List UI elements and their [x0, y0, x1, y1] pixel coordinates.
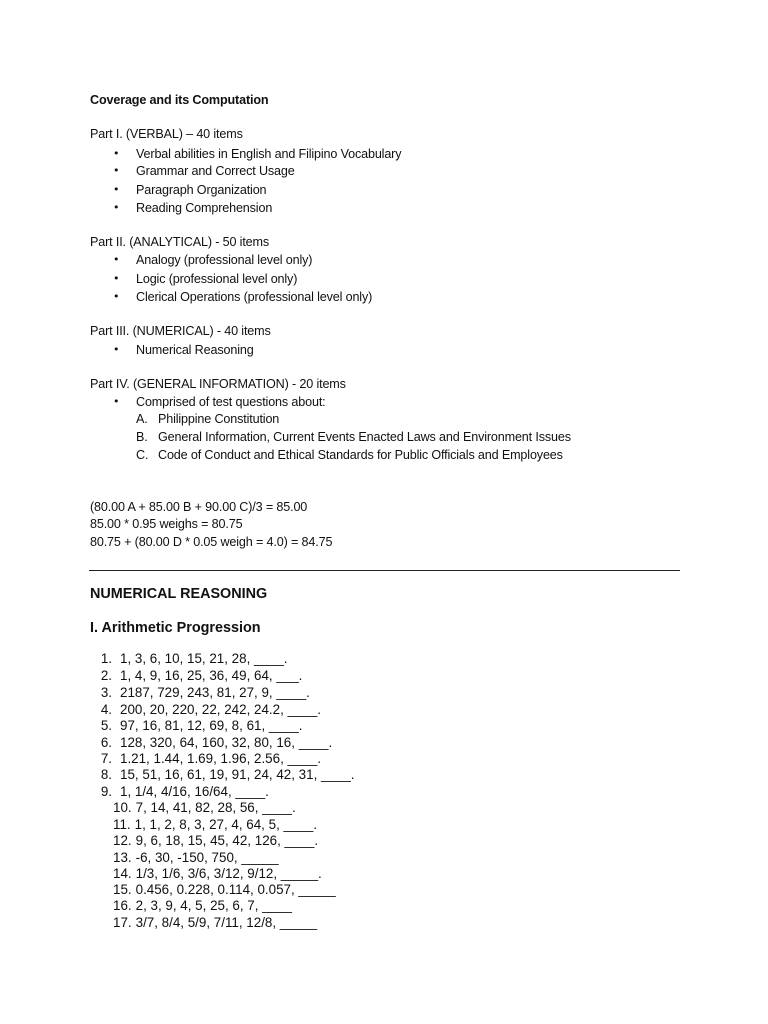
- item-question: 97, 16, 81, 12, 69, 8, 61, ____.: [120, 718, 303, 733]
- list-item: [113, 898, 292, 913]
- list-item: [90, 651, 288, 666]
- list-item: [113, 882, 336, 897]
- item-question: 1.21, 1.44, 1.69, 1.96, 2.56, ____.: [120, 751, 322, 766]
- horizontal-divider: [89, 570, 680, 571]
- item-number: 4.: [100, 702, 112, 717]
- item-number: 9.: [100, 784, 112, 799]
- list-item-text: Grammar and Correct Usage: [136, 164, 295, 178]
- item-number: 14.: [113, 866, 132, 881]
- item-number: 6.: [100, 735, 112, 750]
- item-number: 7.: [100, 751, 112, 766]
- list-item: [90, 685, 310, 700]
- list-item-text: Numerical Reasoning: [136, 343, 254, 357]
- item-number: 13.: [113, 850, 132, 865]
- item-number: 3.: [100, 685, 112, 700]
- sub-list-letter: C.: [136, 448, 149, 462]
- list-item: [113, 817, 317, 832]
- sub-list-text: Philippine Constitution: [158, 412, 280, 426]
- item-number: 11.: [113, 817, 131, 832]
- list-item-text: Reading Comprehension: [136, 201, 273, 215]
- item-question: 1, 1/4, 4/16, 16/64, ____.: [120, 784, 269, 799]
- item-number: 1.: [100, 651, 112, 666]
- item-question: 15, 51, 16, 61, 19, 91, 24, 42, 31, ____.: [120, 767, 355, 782]
- item-number: 2.: [100, 668, 112, 683]
- bullet-icon: •: [113, 343, 120, 356]
- item-number: 15.: [113, 882, 132, 897]
- bullet-icon: •: [113, 201, 120, 214]
- list-item-text: Logic (professional level only): [136, 272, 298, 286]
- bullet-icon: •: [113, 272, 120, 285]
- list-item: [113, 866, 322, 881]
- item-question: -6, 30, -150, 750, _____: [135, 850, 279, 865]
- list-item: [90, 751, 321, 766]
- item-number: 12.: [113, 833, 132, 848]
- item-question: 1, 3, 6, 10, 15, 21, 28, ____.: [120, 651, 288, 666]
- item-question: 1, 4, 9, 16, 25, 36, 49, 64, ___.: [120, 668, 303, 683]
- item-number: 8.: [100, 767, 112, 782]
- item-question: 128, 320, 64, 160, 32, 80, 16, ____.: [120, 735, 333, 750]
- list-item: [90, 718, 302, 733]
- computation-line: 80.75 + (80.00 D * 0.05 weigh = 4.0) = 84.75: [90, 535, 333, 549]
- computation-line: (80.00 A + 85.00 B + 90.00 C)/3 = 85.00: [90, 500, 308, 514]
- list-item: [90, 784, 269, 799]
- coverage-title: Coverage and its Computation: [90, 93, 269, 107]
- list-item-text: Analogy (professional level only): [136, 253, 313, 267]
- bullet-icon: •: [113, 183, 120, 196]
- list-item-text: Clerical Operations (professional level only): [136, 290, 373, 304]
- item-question: 1, 1, 2, 8, 3, 27, 4, 64, 5, ____.: [134, 817, 318, 832]
- item-question: 9, 6, 18, 15, 45, 42, 126, ____.: [135, 833, 319, 848]
- bullet-icon: •: [113, 395, 120, 408]
- bullet-icon: •: [113, 164, 120, 177]
- sub-list-text: General Information, Current Events Enacted Laws and Environment Issues: [158, 430, 571, 444]
- list-item: [90, 735, 332, 750]
- item-number: 10.: [113, 800, 132, 815]
- item-number: 16.: [113, 898, 132, 913]
- item-question: 2187, 729, 243, 81, 27, 9, ____.: [120, 685, 310, 700]
- sub-list-text: Code of Conduct and Ethical Standards for Public Officials and Employees: [158, 448, 563, 462]
- bullet-icon: •: [113, 290, 120, 303]
- part-4-heading: Part IV. (GENERAL INFORMATION) - 20 items: [90, 377, 346, 391]
- part-2-heading: Part II. (ANALYTICAL) - 50 items: [90, 235, 270, 249]
- item-question: 2, 3, 9, 4, 5, 25, 6, 7, ____: [135, 898, 292, 913]
- sub-list-letter: B.: [136, 430, 148, 444]
- item-question: 200, 20, 220, 22, 242, 24.2, ____.: [120, 702, 322, 717]
- computation-line: 85.00 * 0.95 weighs = 80.75: [90, 517, 243, 531]
- list-item: [113, 833, 318, 848]
- sub-list-letter: A.: [136, 412, 148, 426]
- item-number: 5.: [100, 718, 112, 733]
- item-number: 17.: [113, 915, 132, 930]
- item-question: 3/7, 8/4, 5/9, 7/11, 12/8, _____: [135, 915, 318, 930]
- item-question: 0.456, 0.228, 0.114, 0.057, _____: [135, 882, 336, 897]
- list-item: [113, 915, 317, 930]
- item-question: 7, 14, 41, 82, 28, 56, ____.: [135, 800, 296, 815]
- list-item: [113, 800, 296, 815]
- list-item-text: Verbal abilities in English and Filipino Vocabulary: [136, 147, 402, 161]
- part-1-heading: Part I. (VERBAL) – 40 items: [90, 127, 243, 141]
- section-heading: I. Arithmetic Progression: [90, 620, 261, 636]
- bullet-icon: •: [113, 253, 120, 266]
- list-item: [90, 767, 355, 782]
- list-item: [113, 850, 279, 865]
- list-item: [90, 702, 321, 717]
- list-item-text: Comprised of test questions about:: [136, 395, 326, 409]
- list-item: [90, 668, 302, 683]
- item-question: 1/3, 1/6, 3/6, 3/12, 9/12, _____.: [135, 866, 322, 881]
- bullet-icon: •: [113, 147, 120, 160]
- list-item-text: Paragraph Organization: [136, 183, 267, 197]
- part-3-heading: Part III. (NUMERICAL) - 40 items: [90, 324, 271, 338]
- numerical-title: NUMERICAL REASONING: [90, 586, 268, 602]
